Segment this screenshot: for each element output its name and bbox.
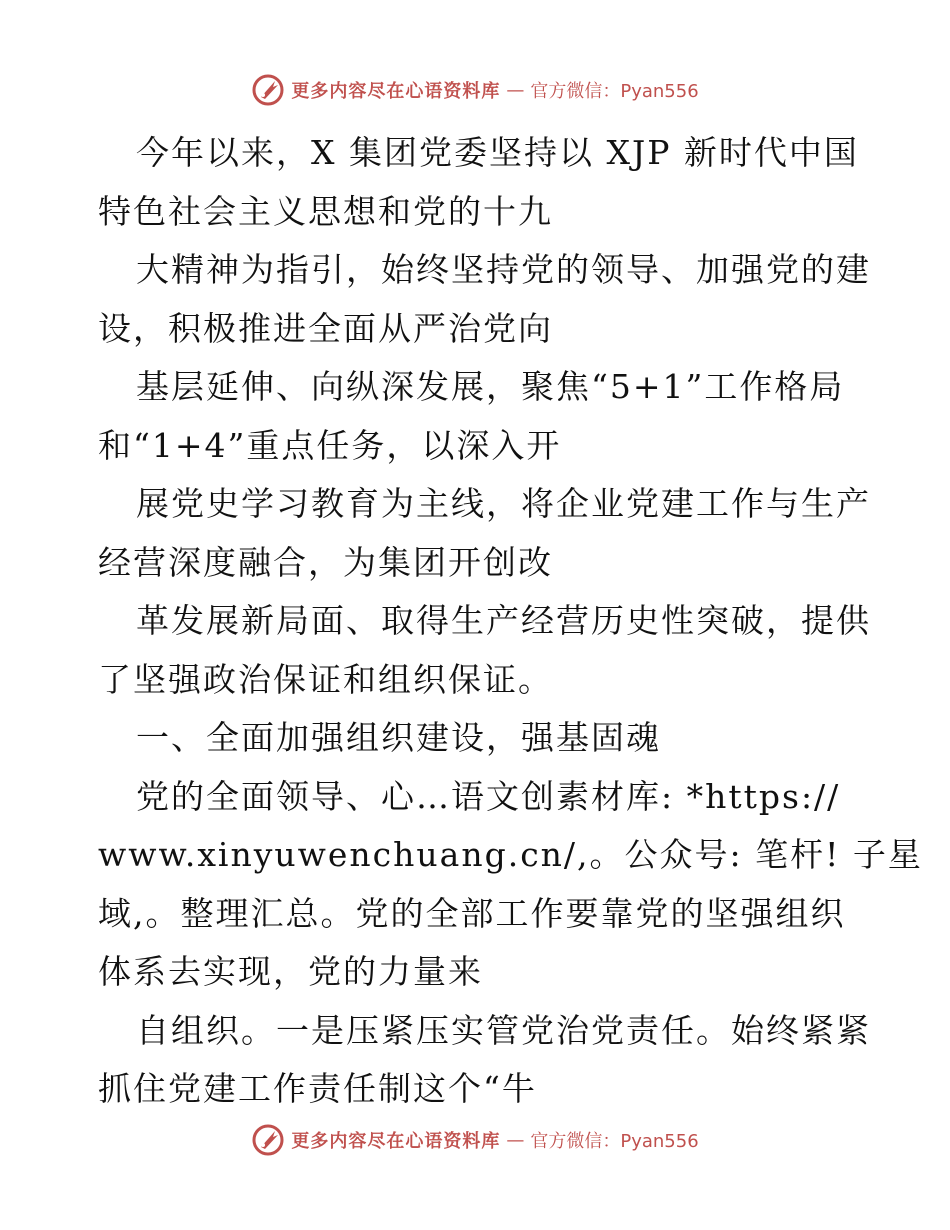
watermark-dash: — — [506, 79, 525, 101]
body-line: 特色社会主义思想和党的十九 — [98, 191, 553, 231]
quill-logo-icon — [251, 1123, 285, 1157]
watermark-contact: 官方微信：Pyan556 — [530, 81, 699, 102]
body-line: 体系去实现，党的力量来 — [98, 952, 483, 991]
body-line: 抓住党建工作责任制这个“牛 — [98, 1069, 537, 1108]
footer-watermark — [0, 1120, 950, 1160]
body-line: 基层延伸、向纵深发展，聚焦“5+1”工作格局 — [136, 367, 845, 406]
body-line: 大精神为指引，始终坚持党的领导、加强党的建 — [136, 250, 871, 289]
body-line: 今年以来，X 集团党委坚持以 XJP 新时代中国 — [136, 133, 859, 172]
watermark-brand: 更多内容尽在心语资料库 — [291, 81, 501, 102]
watermark-contact: 官方微信：Pyan556 — [530, 1131, 699, 1152]
body-line: 设，积极推进全面从严治党向 — [98, 308, 553, 348]
body-line: 经营深度融合，为集团开创改 — [98, 542, 553, 582]
header-watermark — [0, 70, 950, 110]
body-line: 了坚强政治保证和组织保证。 — [98, 659, 553, 699]
watermark-brand: 更多内容尽在心语资料库 — [291, 1131, 501, 1152]
quill-logo-icon — [251, 73, 285, 107]
body-line: 和“1+4”重点任务，以深入开 — [98, 425, 562, 465]
section-heading: 一、全面加强组织建设，强基固魂 — [136, 718, 661, 757]
body-line: 展党史学习教育为主线，将企业党建工作与生产 — [136, 484, 871, 523]
watermark-dash: — — [506, 1129, 525, 1151]
body-line: 域,。整理汇总。党的全部工作要靠党的坚强组织 — [98, 893, 846, 933]
body-line: 党的全面领导、心…语文创素材库: *https:// — [136, 776, 841, 816]
document-body — [98, 124, 923, 1119]
body-line: 自组织。一是压紧压实管党治党责任。始终紧紧 — [136, 1010, 871, 1050]
body-line: 革发展新局面、取得生产经营历史性突破，提供 — [136, 601, 871, 640]
body-line: www.xinyuwenchuang.cn/,。公众号: 笔杆! 子星 — [98, 835, 923, 874]
